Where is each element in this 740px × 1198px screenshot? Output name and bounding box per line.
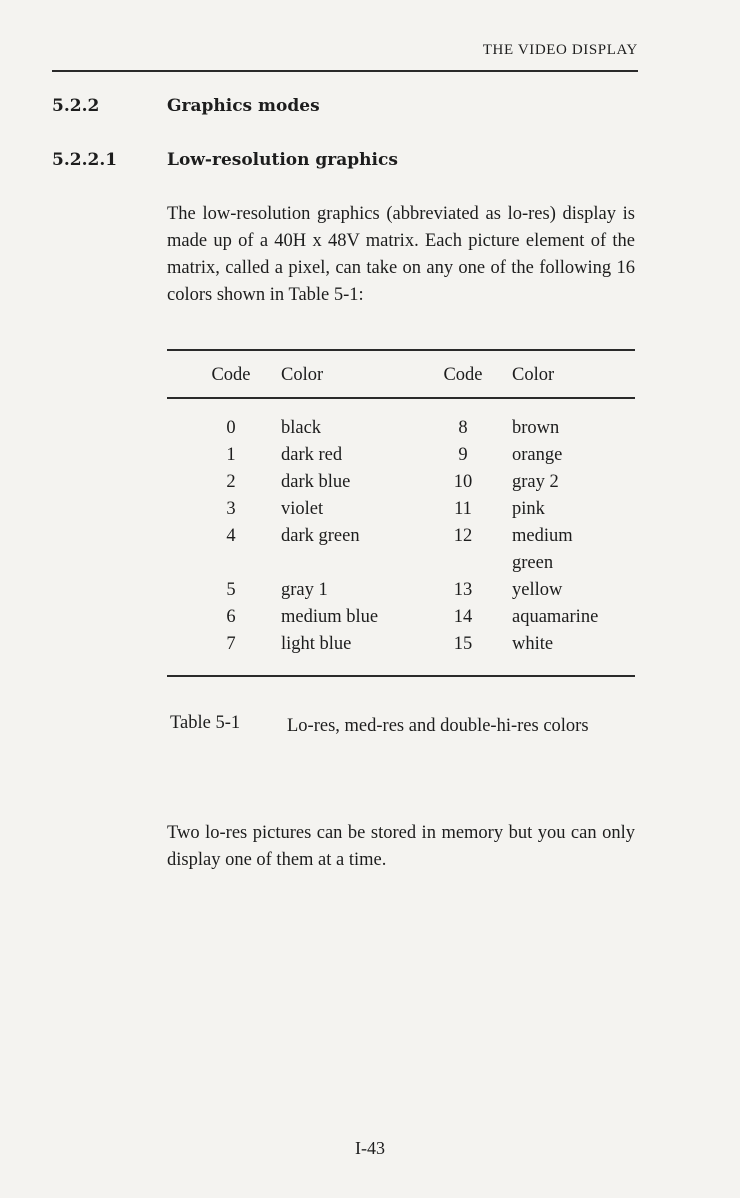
subsection-number: 5.2.2.1 <box>52 150 118 170</box>
table-header-code-right: Code <box>443 365 483 385</box>
color-left-cell: gray 1 <box>281 580 328 600</box>
intro-paragraph: The low-resolution graphics (abbreviated as lo-res) display is made up of a 40H x 48V matrix. Each picture element of the matrix, called a pixel, can take on any one of the following 16 colors shown in Table 5-1: <box>167 204 635 305</box>
code-right-cell: 12 <box>453 526 473 546</box>
page-number: I-43 <box>355 1138 385 1158</box>
code-left-cell: 7 <box>226 634 236 654</box>
table-caption-text: Lo-res, med-res and double-hi-res colors <box>287 716 589 736</box>
color-right-cell: orange <box>512 445 563 465</box>
code-left-cell: 1 <box>226 445 236 465</box>
code-right-cell: 11 <box>454 499 472 519</box>
section-number: 5.2.2 <box>52 96 100 116</box>
code-right-cell: 9 <box>458 445 468 465</box>
color-right-cell: gray 2 <box>512 472 559 492</box>
color-left-cell: black <box>281 418 322 438</box>
color-right-cell: white <box>512 634 554 654</box>
color-left-cell: violet <box>281 499 324 519</box>
running-title: THE VIDEO DISPLAY <box>482 42 638 58</box>
code-left-cell: 0 <box>226 418 236 438</box>
color-right-cell: aquamarine <box>512 607 599 627</box>
color-right-cell: yellow <box>512 580 563 600</box>
code-right-cell: 14 <box>453 607 473 627</box>
section-title: Graphics modes <box>167 96 320 116</box>
running-header <box>52 36 638 72</box>
table-top-rule <box>167 349 635 351</box>
color-right-cell: green <box>512 553 554 573</box>
table-bottom-rule <box>167 675 635 677</box>
color-left-cell: dark red <box>281 445 343 465</box>
color-right-cell: pink <box>512 499 545 519</box>
color-left-cell: medium blue <box>281 607 379 627</box>
color-right-cell: medium <box>512 526 573 546</box>
code-left-cell: 6 <box>226 607 236 627</box>
closing-paragraph: Two lo-res pictures can be stored in memory but you can only display one of them at a time. <box>167 823 635 870</box>
code-right-cell: 15 <box>453 634 473 654</box>
code-left-cell: 5 <box>226 580 236 600</box>
code-left-cell: 2 <box>226 472 236 492</box>
color-left-cell: dark blue <box>281 472 351 492</box>
subsection-title: Low-resolution graphics <box>167 150 398 170</box>
code-left-cell: 3 <box>226 499 236 519</box>
table-header-code-left: Code <box>211 365 251 385</box>
table-header-color-right: Color <box>512 365 555 385</box>
code-right-cell: 8 <box>458 418 468 438</box>
code-right-cell: 10 <box>453 472 473 492</box>
color-right-cell: brown <box>512 418 560 438</box>
code-left-cell: 4 <box>226 526 236 546</box>
table-header-rule <box>167 397 635 399</box>
color-left-cell: light blue <box>281 634 352 654</box>
table-caption-label: Table 5-1 <box>170 713 241 733</box>
code-right-cell: 13 <box>453 580 473 600</box>
table-header-color-left: Color <box>281 365 324 385</box>
color-left-cell: dark green <box>281 526 360 546</box>
